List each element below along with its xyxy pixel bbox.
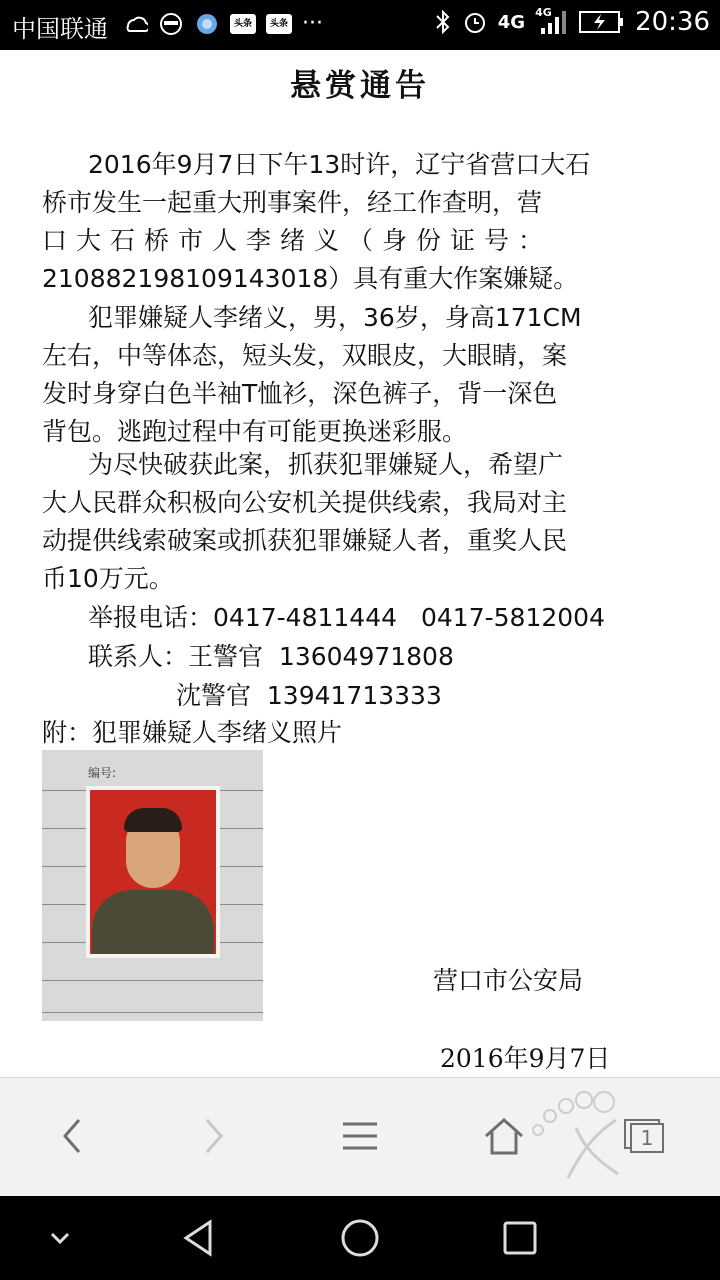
news-icon: 头条: [230, 14, 256, 34]
circle-home-icon: [339, 1217, 381, 1259]
back-button[interactable]: [42, 1106, 102, 1166]
notice-page: [0, 50, 720, 1077]
text-line: 动提供线索破案或抓获犯罪嫌疑人者，重奖人民: [42, 526, 568, 555]
issue-date: 2016年9月7日: [440, 1044, 611, 1073]
text-line: 背包。逃跑过程中有可能更换迷彩服。: [42, 417, 468, 446]
contact-label: 联系人：: [88, 642, 189, 671]
weather-icon: [122, 12, 148, 36]
forward-icon: [199, 1116, 229, 1156]
tabs-icon: [622, 1117, 666, 1155]
photo-number-label: 编号:: [88, 766, 117, 780]
tab-count: 1: [630, 1123, 664, 1153]
suspect-photo: [42, 750, 263, 1021]
signal-icon: 4G: [535, 8, 569, 36]
contact-officer-1: 王警官 13604971808: [188, 642, 454, 671]
paragraph-incident: [42, 146, 628, 298]
contact-1: [88, 638, 454, 676]
text-line: 发时身穿白色半袖T恤衫，深色裤子，背一深色: [42, 379, 558, 408]
network-type-1: 4G: [497, 11, 526, 33]
contact-officer-2: 沈警官 13941713333: [176, 681, 442, 710]
text-line: 2016年9月7日下午13时许，辽宁省营口大石: [88, 150, 591, 179]
paragraph-reward: [42, 446, 628, 598]
tabs-button[interactable]: [614, 1106, 674, 1166]
hotline-label: 举报电话：: [88, 603, 214, 632]
contact-2: [176, 677, 442, 715]
attachment-caption: 附：犯罪嫌疑人李绪义照片: [42, 718, 343, 747]
footprint-watermark-icon: [528, 1086, 624, 1186]
photo-frame: [86, 786, 220, 958]
system-back-button[interactable]: [172, 1212, 228, 1264]
app-icon: [194, 12, 220, 36]
menu-button[interactable]: [330, 1106, 390, 1166]
back-icon: [57, 1116, 87, 1156]
triangle-back-icon: [180, 1218, 220, 1258]
forward-button[interactable]: [184, 1106, 244, 1166]
chevron-down-icon: [48, 1230, 72, 1246]
carrier-label: 中国联通: [12, 15, 108, 43]
home-button[interactable]: [474, 1106, 534, 1166]
hotline-number-2: 0417-5812004: [421, 603, 605, 632]
face-icon: [158, 12, 184, 36]
menu-icon: [341, 1120, 379, 1152]
clock: 20:36: [635, 7, 710, 37]
hotline: [88, 599, 605, 637]
page-title: 悬赏通告: [290, 68, 430, 104]
system-recents-button[interactable]: [492, 1212, 548, 1264]
system-home-button[interactable]: [332, 1212, 388, 1264]
more-icon: ···: [302, 11, 323, 36]
home-icon: [482, 1116, 526, 1156]
hide-nav-button[interactable]: [32, 1212, 88, 1264]
text-line: 币10万元。: [42, 564, 174, 593]
issuer: 营口市公安局: [433, 966, 584, 995]
system-nav-bar: [0, 1196, 720, 1280]
bluetooth-icon: [434, 9, 452, 35]
notification-icons: [122, 12, 323, 36]
news-icon: 头条: [266, 14, 292, 34]
browser-toolbar: [0, 1077, 720, 1196]
text-line: 左右，中等体态，短头发，双眼皮，大眼睛，案: [42, 341, 568, 370]
paragraph-description: [42, 299, 628, 451]
text-line: 犯罪嫌疑人李绪义，男，36岁，身高171CM: [88, 303, 582, 332]
square-recents-icon: [501, 1219, 539, 1257]
status-bar: [0, 0, 720, 50]
hotline-number-1: 0417-4811444: [213, 603, 397, 632]
system-status: [434, 7, 710, 37]
text-line: 大人民群众积极向公安机关提供线索，我局对主: [42, 488, 568, 517]
text-line: 桥市发生一起重大刑事案件，经工作查明，营: [42, 188, 543, 217]
portrait: [90, 790, 216, 954]
battery-charging-icon: [579, 10, 625, 34]
alarm-icon: [462, 9, 488, 35]
text-line: 210882198109143018）具有重大作案嫌疑。: [42, 264, 579, 293]
text-line: 口大石桥市人李绪义（身份证号：: [42, 226, 553, 255]
text-line: 为尽快破获此案，抓获犯罪嫌疑人，希望广: [88, 450, 564, 479]
